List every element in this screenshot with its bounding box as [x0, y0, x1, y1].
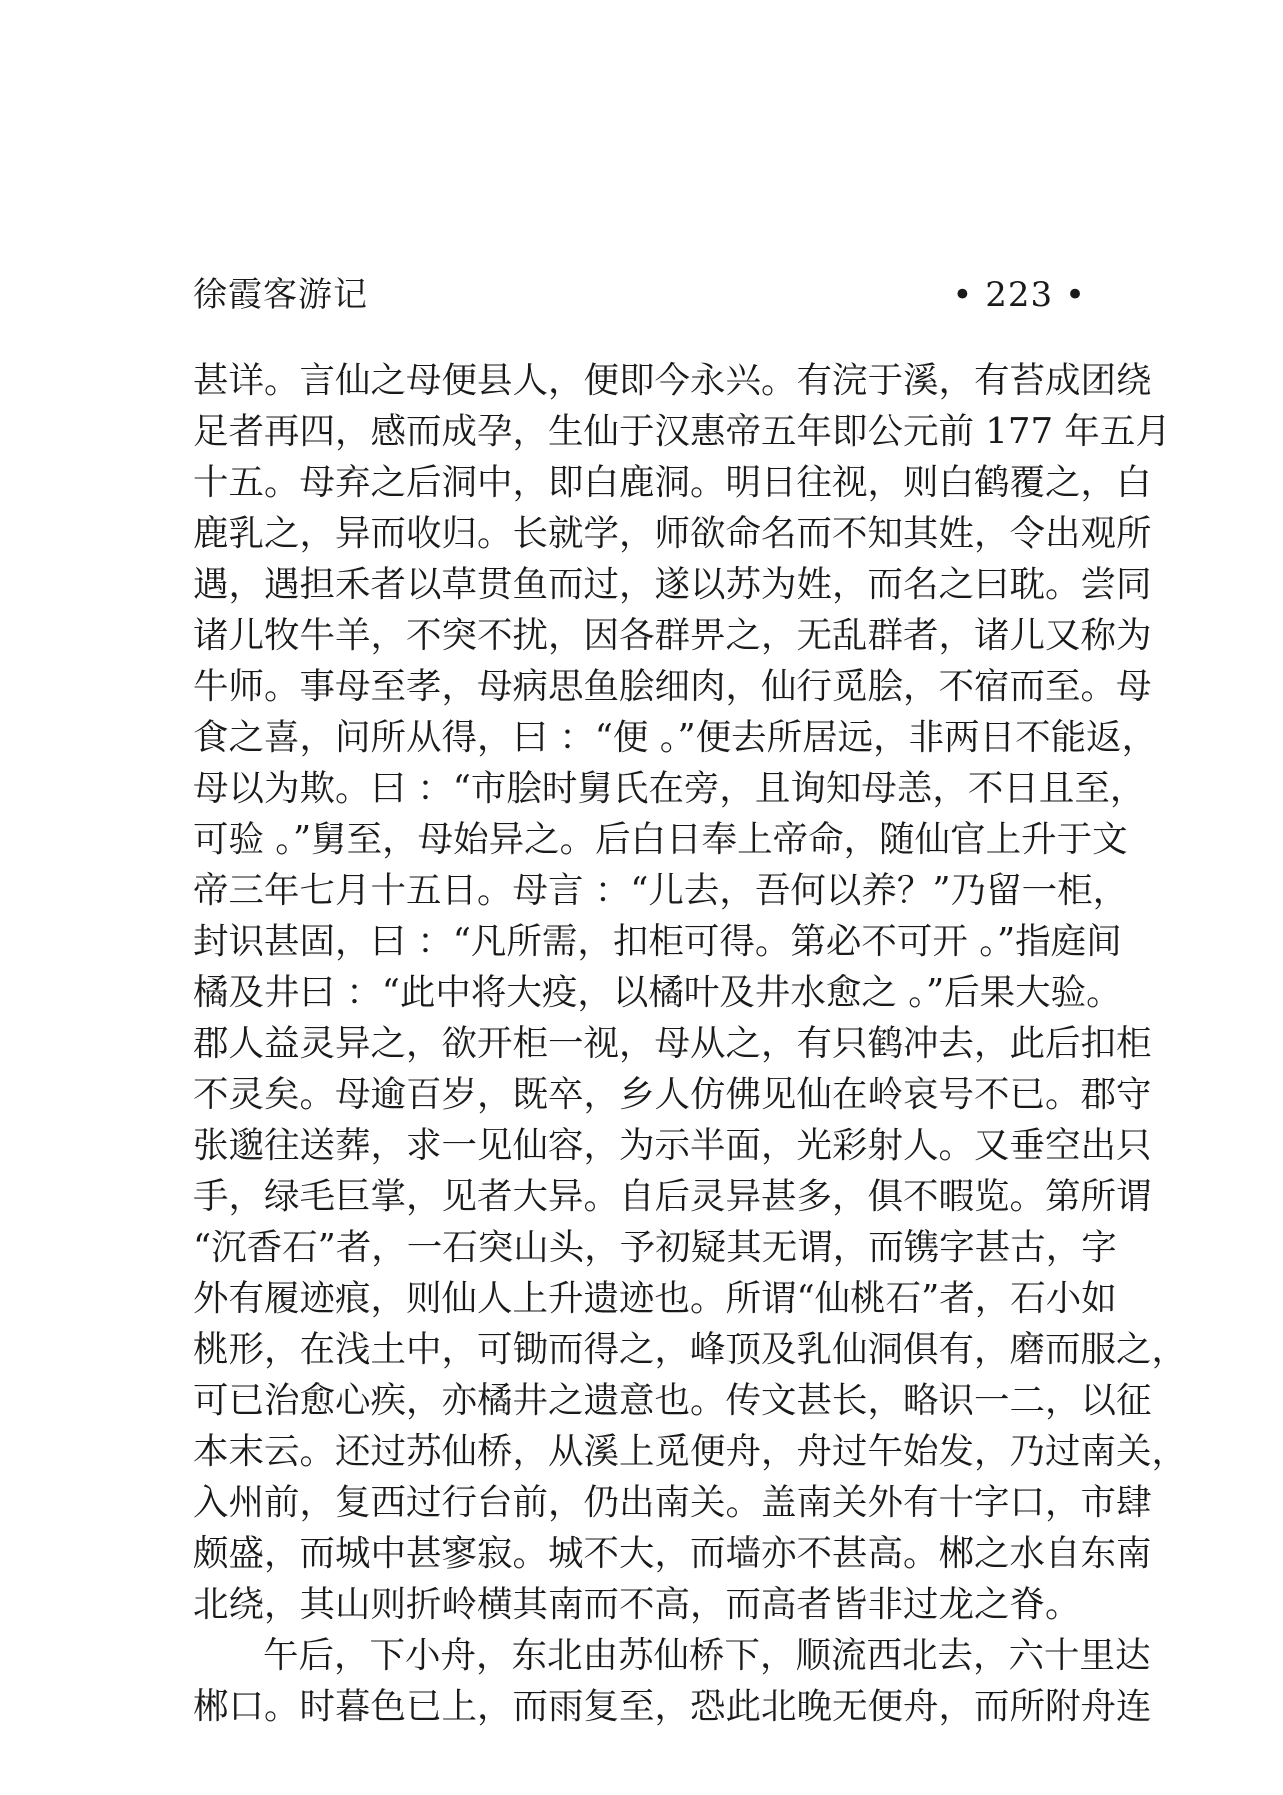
text-line: 食之喜，问所从得，曰 ：“便 。”便去所居远，非两日不能返， [193, 717, 1158, 758]
text-line: 颇盛，而城中甚寥寂。城不大，而墙亦不甚高。郴之水自东南 [193, 1533, 1152, 1574]
text-line: 足者再四，感而成孕，生仙于汉惠帝五年即公元前 177 年五月 [193, 411, 1171, 452]
text-line: 母以为欺。曰 ：“市脍时舅氏在旁，且询知母恙，不日且至， [193, 768, 1146, 809]
body-text [193, 355, 1188, 1732]
text-line: 遇，遇担禾者以草贯鱼而过，遂以苏为姓，而名之曰耽。尝同 [193, 564, 1152, 605]
text-line: 郡人益灵异之，欲开柜一视，母从之，有只鹤冲去，此后扣柜 [193, 1023, 1152, 1064]
text-line: 鹿乳之，异而收归。长就学，师欲命名而不知其姓，令出观所 [193, 513, 1152, 554]
text-line: 入州前，复西过行台前，仍出南关。盖南关外有十字口，市肆 [193, 1482, 1152, 1523]
text-line: 张邈往送葬，求一见仙容，为示半面，光彩射人。又垂空出只 [193, 1125, 1152, 1166]
paragraph-start-line: 午后，下小舟，东北由苏仙桥下，顺流西北去，六十里达 [263, 1635, 1151, 1676]
text-line: 可已治愈心疾，亦橘井之遗意也。传文甚长，略识一二，以征 [193, 1380, 1152, 1421]
text-line: 封识甚固，曰 ：“凡所需，扣柜可得。第必不可开 。”指庭间 [193, 921, 1122, 962]
text-line: 郴口。时暮色已上，而雨复至，恐此北晚无便舟，而所附舟连 [193, 1686, 1152, 1727]
text-line: 桃形，在浅土中，可锄而得之，峰顶及乳仙洞俱有，磨而服之， [193, 1329, 1188, 1370]
text-line: 手，绿毛巨掌，见者大异。自后灵异甚多，俱不暇览。第所谓 [193, 1176, 1152, 1217]
text-line: 不灵矣。母逾百岁，既卒，乡人仿佛见仙在岭哀号不已。郡守 [193, 1074, 1152, 1115]
page-number: • 223 • [952, 275, 1086, 315]
text-line: 外有履迹痕，则仙人上升遗迹也。所谓“仙桃石”者，石小如 [193, 1278, 1117, 1319]
text-line: 甚详。言仙之母便县人，便即今永兴。有浣于溪，有苔成团绕 [193, 360, 1152, 401]
text-line: “沉香石”者，一石突山头，予初疑其无谓，而镌字甚古，字 [193, 1227, 1117, 1268]
text-line: 帝三年七月十五日。母言 ：“儿去，吾何以养？”乃留一柜， [193, 870, 1129, 911]
text-line: 北绕，其山则折岭横其南而不高，而高者皆非过龙之脊。 [193, 1584, 1081, 1625]
running-header [193, 270, 1086, 320]
book-title: 徐霞客游记 [193, 275, 368, 315]
text-line: 牛师。事母至孝，母病思鱼脍细肉，仙行觅脍，不宿而至。母 [193, 666, 1152, 707]
text-line: 诸儿牧牛羊，不突不扰，因各群畀之，无乱群者，诸儿又称为 [193, 615, 1152, 656]
text-line: 十五。母弃之后洞中，即白鹿洞。明日往视，则白鹤覆之，白 [193, 462, 1152, 503]
text-line: 可验 。”舅至，母始异之。后白日奉上帝命，随仙官上升于文 [193, 819, 1128, 860]
text-line: 本末云。还过苏仙桥，从溪上觅便舟，舟过午始发，乃过南关， [193, 1431, 1188, 1472]
text-line: 橘及井曰 ：“此中将大疫，以橘叶及井水愈之 。”后果大验。 [193, 972, 1122, 1013]
